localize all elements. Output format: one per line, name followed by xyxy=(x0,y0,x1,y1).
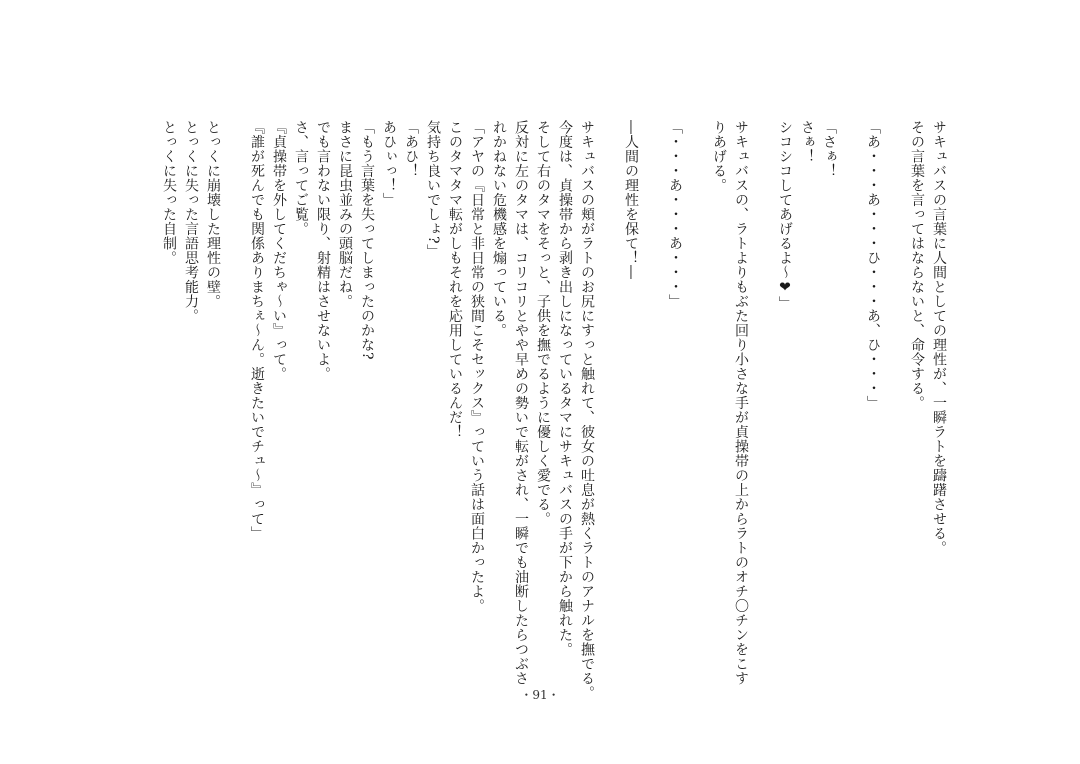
text-line: 「アヤの『日常と非日常の狭間こそセックス』っていう話は面白かったよ。 xyxy=(469,120,485,613)
text-line: でも言わない限り、射精はさせないよ。 xyxy=(315,120,331,381)
text-line: サキュバスの、ラトよりもぶた回り小さな手が貞操帯の上からラトのオチ〇チンをこす xyxy=(733,120,749,686)
text-line: 今度は、貞操帯から剥き出しになっているタマにサキュバスの手が下から触れた。 xyxy=(557,120,573,657)
paragraph-gap xyxy=(840,120,862,680)
text-line: とっくに失った自制。 xyxy=(161,120,177,265)
text-line: とっくに崩壊した理性の壁。 xyxy=(205,120,221,309)
text-line: さぁ！ xyxy=(799,120,815,164)
text-line: 「さぁ！ xyxy=(821,120,837,178)
paragraph-gap xyxy=(224,120,246,680)
text-line: あひぃっ！」 xyxy=(381,120,397,207)
text-line: 「・・・あ・・・あ・・・」 xyxy=(667,120,683,309)
paragraph-gap xyxy=(598,120,620,680)
text-line: りあげる。 xyxy=(711,120,727,193)
text-line: 気持ち良いでしょ?」 xyxy=(425,120,441,259)
text-line: れかねない危機感を煽っている。 xyxy=(491,120,507,338)
paragraph-gap xyxy=(752,120,774,680)
paragraph-gap xyxy=(686,120,708,680)
paragraph-gap xyxy=(642,120,664,680)
text-line: 「あひ！ xyxy=(403,120,419,178)
text-line: とっくに失った言語思考能力。 xyxy=(183,120,199,323)
paragraph-gap xyxy=(884,120,906,680)
text-line: その言葉を言ってはならないと、命令する。 xyxy=(909,120,925,410)
text-line: 『貞操帯を外してくだちゃ〜い』って。 xyxy=(271,120,287,381)
text-line: シコシコしてあげるよ〜❤」 xyxy=(777,120,793,311)
text-line: 「もう言葉を失ってしまったのかな? xyxy=(359,120,375,361)
text-line: まさに昆虫並みの頭脳だね。 xyxy=(337,120,353,309)
text-line: このタマタマ転がしもそれを応用しているんだ！ xyxy=(447,120,463,439)
text-line: サキュバスの頬がラトのお尻にすっと触れて、彼女の吐息が熱くラトのアナルを撫でる。 xyxy=(579,120,595,700)
text-line: さ、言ってご覧。 xyxy=(293,120,309,236)
text-line: 『誰が死んでも関係ありまちぇ〜ん。逝きたいでチュ〜』って」 xyxy=(249,120,265,541)
text-line: サキュバスの言葉に人間としての理性が、一瞬ラトを躊躇させる。 xyxy=(931,120,947,555)
text-line: 反対に左のタマは、コリコリとやや早めの勢いで転がされ、一瞬でも油断したらつぶさ xyxy=(513,120,529,686)
page-number: ・91・ xyxy=(520,688,560,702)
text-line: 「あ・・・あ・・・ひ・・・あ、ひ・・・」 xyxy=(865,120,881,410)
text-line: そして右のタマをそっと、子供を撫でるように優しく愛でる。 xyxy=(535,120,551,526)
text-line: ―人間の理性を保て！― xyxy=(623,120,639,280)
